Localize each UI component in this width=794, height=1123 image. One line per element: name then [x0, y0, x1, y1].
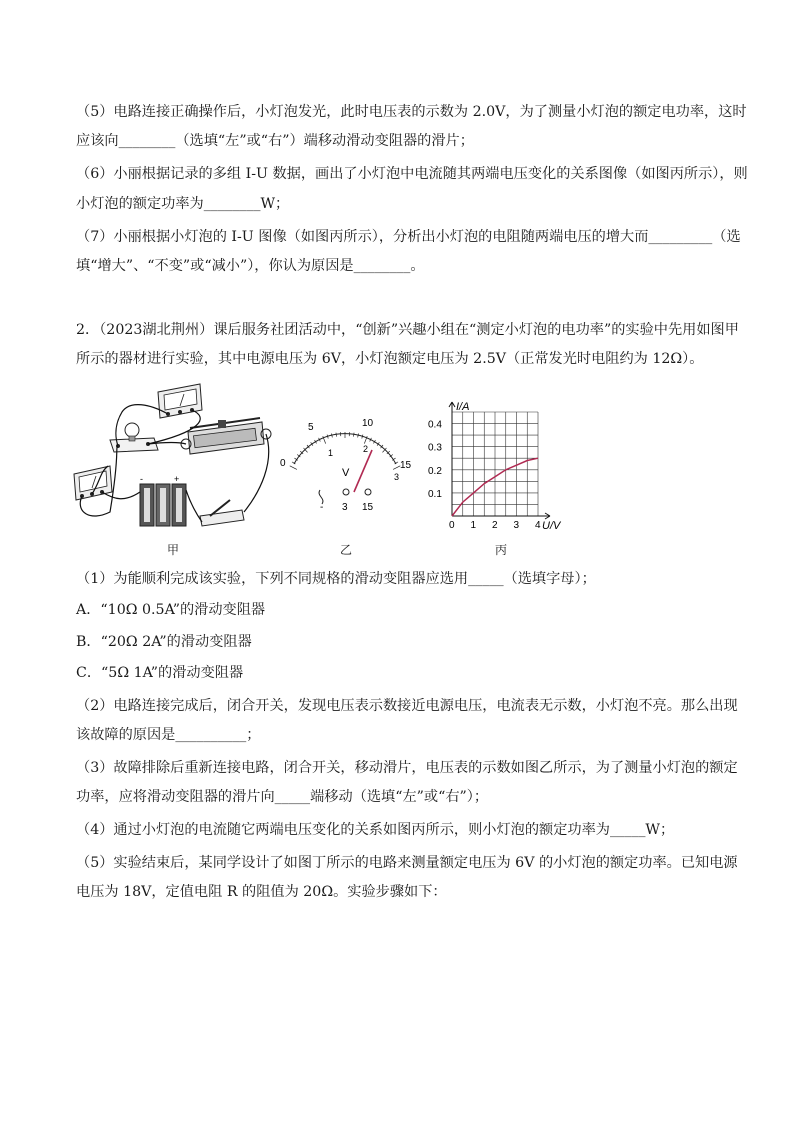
q1-part7-line1: （7）小丽根据小灯泡的 I-U 图像（如图丙所示），分析出小灯泡的电阻随两端电压的增大而_________（选 [76, 229, 741, 245]
q1-part7-line2: 填“增大”、“不变”或“减小”），你认为原因是________。 [76, 258, 425, 274]
terminal-3: 3 [342, 502, 348, 513]
x-axis [452, 513, 550, 519]
x-tick-label: 2 [492, 520, 498, 530]
q2-sub2-line1: （2）电路连接完成后，闭合开关，发现电压表示数接近电源电压，电流表无示数，小灯泡不亮。那么出现 [76, 698, 738, 714]
dial-top-10: 10 [362, 418, 374, 429]
dial-tick [331, 433, 332, 437]
dial-bottom-1: 1 [328, 448, 334, 458]
x-tick-label: 3 [513, 520, 520, 530]
figure-yi-voltmeter [276, 412, 416, 514]
q2-stem-line1: 2．（2023湖北荆州）课后服务社团活动中，“创新”兴趣小组在“测定小灯泡的电功率”的实验中先用如图甲 [76, 322, 739, 338]
switch-device [200, 500, 244, 526]
terminal-15: 15 [362, 502, 374, 513]
chart-y-axis-label: I/A [456, 401, 470, 413]
y-tick-label: 0.2 [428, 465, 442, 477]
q2-option-b: B．“20Ω 2A”的滑动变阻器 [76, 634, 252, 650]
dial-top-5: 5 [308, 422, 314, 433]
terminal-minus: - [320, 502, 324, 513]
q2-sub5-line2: 电压为 18V，定值电阻 R 的阻值为 20Ω。实验步骤如下： [76, 884, 447, 900]
svg-text:+: + [174, 474, 180, 484]
x-tick-label: 1 [470, 520, 477, 530]
figure-bing-iu-chart [424, 398, 576, 530]
x-tick-label: 0 [449, 520, 455, 530]
dial-tick [353, 433, 354, 437]
y-axis [449, 402, 455, 516]
chart-x-axis-label: U/V [542, 520, 561, 530]
y-tick-label: 0.3 [428, 442, 442, 454]
q1-part5-line1: （5）电路连接正确操作后，小灯泡发光，此时电压表的示数为 2.0V，为了测量小灯泡的额定电功率，这时 [76, 104, 747, 120]
dial-tick [358, 433, 359, 437]
q2-option-c: C．“5Ω 1A”的滑动变阻器 [76, 665, 244, 681]
y-tick-label: 0.4 [428, 419, 442, 431]
q1-part6-line1: （6）小丽根据记录的多组 I-U 数据，画出了小灯泡中电流随其两端电压变化的关系图像（如图丙所示），则 [76, 166, 748, 182]
q2-sub5-line1: （5）实验结束后，某同学设计了如图丁所示的电路来测量额定电压为 6V 的小灯泡的额定功率。已知电源 [76, 855, 738, 871]
q2-option-a: A．“10Ω 0.5A”的滑动变阻器 [76, 602, 266, 618]
q1-part5-line2: 应该向________（选填“左”或“右”）端移动滑动变阻器的滑片； [76, 133, 474, 149]
voltmeter-device [158, 384, 202, 418]
caption-bing: 丙 [494, 543, 507, 557]
q2-sub3-line2: 功率，应将滑动变阻器的滑片向_____端移动（选填“左”或“右”）； [76, 789, 489, 805]
dial-top-15: 15 [400, 460, 412, 471]
dial-top-0: 0 [280, 458, 286, 469]
dial-pointer [354, 450, 372, 492]
dial-tick [290, 466, 297, 470]
q2-stem-line2: 所示的器材进行实验，其中电源电压为 6V，小灯泡额定电压为 2.5V（正常发光时电阻约为 12Ω）。 [76, 351, 704, 367]
caption-yi: 乙 [339, 543, 352, 557]
battery-pack [140, 474, 186, 526]
y-tick-label: 0.1 [428, 488, 442, 500]
figure-jia-circuit [70, 382, 275, 537]
q2-sub1: （1）为能顺利完成该实验，下列不同规格的滑动变阻器应选用_____（选填字母）； [76, 571, 596, 587]
dial-tick [336, 433, 337, 437]
dial-ticks [290, 432, 400, 469]
q2-sub4: （4）通过小灯泡的电流随它两端电压变化的关系如图丙所示，则小灯泡的额定功率为_____W； [76, 822, 675, 838]
q1-part6-line2: 小灯泡的额定功率为________W； [76, 196, 290, 212]
dial-bottom-3: 3 [394, 472, 400, 482]
dial-bottom-2: 2 [363, 444, 369, 454]
x-tick-label: 4 [535, 520, 541, 530]
dial-unit: V [342, 467, 350, 479]
svg-text:-: - [140, 474, 143, 484]
rheostat-device [181, 418, 271, 454]
q2-sub2-line2: 该故障的原因是__________； [76, 727, 261, 743]
caption-jia: 甲 [166, 543, 179, 557]
q2-sub3-line1: （3）故障排除后重新连接电路，闭合开关，移动滑片，电压表的示数如图乙所示，为了测量小灯泡的额定 [76, 760, 738, 776]
